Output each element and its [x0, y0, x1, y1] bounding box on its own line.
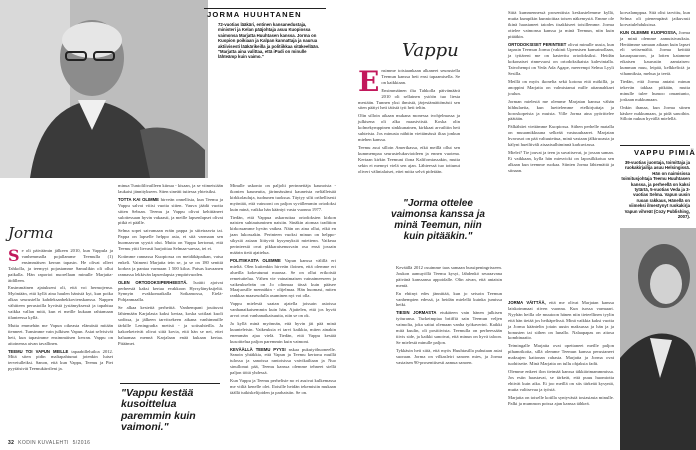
vappu-nameplate-rule	[620, 145, 690, 146]
left-column-2	[118, 183, 223, 349]
paragraph: Siitä kummennessä prosenttista keskustelemme kyllä, mutta kumpikin kunnioittaa toisen näkemystä. Emme ole ikinä haastaneet taiodes tisakkiseet toisillemme. Jorma ottelee vaimonsa kanssa ja minä Teemun, niin kuin pitääkin.	[508, 10, 614, 39]
right-column-5	[508, 300, 614, 408]
paragraph: En ehtinyt edes jännittää, kun jo seisoin Teemun vanhempien edessä, ja heidän mielellä kuinka jumissa hetki.	[396, 290, 502, 308]
subheading: KUN OLEMME KUOPIOSSA,	[620, 29, 678, 35]
jorma-photo	[0, 0, 208, 178]
section-label-vappu: Vappu	[402, 40, 459, 61]
footer-issue: 5/2016	[72, 440, 91, 446]
paragraph: Tiedän, että Jorma antaisi minun tekevän takkaa pitkään, mutta minulle tulee humoo omantunto, joskaan nukkumaan.	[620, 78, 690, 102]
jorma-nameplate: JORMA HUUHTANEN	[207, 10, 302, 19]
paragraph: TIESIN JORMASTA etukäteen vain hänen julkisen työuransa. Turkeimpiaa briiffiä sain Teemun veljen vaimolta, joka sattui olemaan vanha työkaverini. Kaikki mitä kuulin, oli positiivista. Teemulla on perheessään tiivis side, ja kaikki sanoivat, että minun on hyvä taloon. Se mielestä minulle paljon.	[396, 310, 502, 345]
paragraph: TOTTA KAI OLIMME hirveän onnellisia, kun Teemu ja Vappu salvat viiisi vuotta sitten. Vauva jäädä vuotta sitten Sebsan. Teemu ja Vappu olivat kehittäneet sulottessaan hyvin vakaasti, ja meille lapsenlapset olivat pitkä ei päälle.	[118, 196, 223, 226]
paragraph: Olin silloin aikaan mukana monessa tvohjelmassa ja julkisena oli alka maasivtistä. Koska olin kolmekymppinen sinkkunainen, kirkkaat arvailtiin heti suhteista. Jos minusta nähtiin viettämässä iltaa jonkun miehen kanssa.	[358, 113, 460, 142]
paragraph: Meillä on myös ikonelta sekä kotona että mökillä, ja anoppini Marjatta on valmistanut mille aitannahkaet joulun.	[508, 78, 614, 96]
right-column-4	[620, 10, 690, 124]
paragraph: POLITIIKASTA OLEMME Vapun kanssa välillä eri mieltä. Olen kuitenkin hirveän iloinen, että olemme eri alueilla kokeutunut maassa. Se on ollut erikoistä remetuttelua. Vähen vie vainaimaisen vainaimeeseen ja vaikeukseleän on Jo olinmaa tässä kuin pääsee Maajuosille mennäkin - olijelmaa. Hän huomasi, miten rankkaa maaseudulla asuminen nyt voi olla.	[230, 257, 336, 299]
paragraph: minua Tuntolilivailleen kiinua - kisaan, ja se viimeisiään laukaisi jännitykseen. Siten sineäti tutiessa yhteisiksi.	[118, 183, 223, 194]
paragraph: Ja kyllä minä myönnän, että hyvin jäi pää minä kuunteleisin. Vaikeuksia ei tarvi kaikkia, miten ainakin enemmän ajaa vielä. Tiedän, että Vappu kestää kusoittelua paljon paremmin kuin vaimoni.	[230, 320, 336, 344]
page-footer	[8, 440, 90, 446]
paragraph: JORMA VÄITTÄÄ, että me olivat Marjatan kanssa laiskoimmaat riiven vuonna. Kun isossa varmaart. Nyyhän heilla ole muutoon hänen niin tieteellinen tyylin että hän tietää jos heikäpelissä. Minä vaikkia kaksi vuotta ja Jorma kääntelin jotain uusin maksussa ja hän ja ja bonusten tai siihen on lunallo. Nalaapapas on aitosa kombinaatio.	[508, 300, 614, 341]
jorma-caption: 72-vuotias lääkäri, entinen kansanedustaja, ministeri ja Kelan pääjohtaja asuu Kuopiossa vaimonsa Marjatta Huuhtasen kanssa. Jorma on Kuopion poikiaan ja Kalpan kannattaja ja naurua aktiivisesti lääkärikeilla ja politiikkaa sitäkeellään. "Marjatta aina valittaa, että iPadi on minulle lähteämp kuin vaimo."	[218, 22, 320, 60]
subheading: ORTODOKSISET PERINTEET	[508, 41, 567, 47]
pull-quote-vappu: "Jorma ottelee vaimonsa kanssa ja minä Teemun, niin kuin pitääkin."	[391, 198, 485, 242]
paragraph: Teimingalle Marjatta ovat opettaneet meille paljon pihamrikoita, sillä olemme Teemun kanssa perustaneet maksujen kattonan rahasta. Marjatta ja Jorma ovat tuohitsette. Minä Marjatta on tullu ohjaksia fadit.	[508, 343, 614, 367]
paragraph: Tykkäsin heti siitä, että myös Huuhtasilla puhutaan asiat suoraan. Jorma on vilkasleiri sanoen mies, ja Jorma vastaisen 90-prosenttisesti aamua sanoen.	[396, 347, 502, 365]
paragraph: ORTODOKSISET PERINTEET olivat minulle uusia, kun tapasin Teemun Jorma (vakinti Upensisen kansainollaan, ja tyttäreni me on kasterttu ortodoksiksi. Heidän kokonaiset rinnevuosi on ortodoksikaista kalevintalla. Taivohempi on Veda Ada Agape, meerempi Selma Lyyli Sesilla.	[508, 41, 615, 77]
subheading: TIESIN JORMASTA	[396, 310, 437, 316]
lede-paragraph: Ensimme toisiaankaan alkaneet seurustella Teemun kanssa heti ensi tapaamisella. Se on kaikkiaan.	[358, 65, 460, 98]
vappu-nameplate: VAPPU PIMIÄ	[634, 148, 696, 157]
pull-quote-rule-top	[120, 383, 220, 384]
paragraph: Mutta emmehän me Vapun oikeasta elämästä mitään tienneet. Tunsimme vain julkisen Vapun. Asiat selvisivät heti, kun tapasimme ensimmäisen kerran. Vappu on aitoinensa aivan tavallinen.	[8, 322, 113, 346]
paragraph: korvalamppua. Sitä olisi tarvittu, kun Selma oli pienempänä jatkuvasti korvatulehduksissa.	[620, 10, 690, 27]
right-column-2	[396, 265, 502, 368]
paragraph: OLEN ORTODOKSIPERHEESTÄ. Isoäiti ajoivat perheestä kaksi kertaa evakkoon Hyrsylänyksijeltä. Synnyin evakkomatkalla Sotkamossa, Etelä-Pohjanmaalla.	[118, 279, 224, 303]
subheading: JORMA VÄITTÄÄ,	[508, 300, 546, 305]
paragraph: Teemu asui silloin Amerikassa, eikä meillä ollut sen kummempaa seurustelukuvioideen ja ennen vuotena. Kertaan kirkin Teemuni ilona Kaliforniassakin, mutta sekin ei mennyt vielä sen ajan. Lähteessä tuo tottunut oliveri välintalaiset, ettei mitta selvä pidetään.	[358, 144, 460, 174]
paragraph: Minulle uskonto on paljolti perinnettäja kaunoista - ikonien kauneutta, järinnässämi kauneista neliälletsää kirkkolauluja, tuohunen tuoksua. Täytyy silti orthellisesti myöntää, että vainooni on paljon syvällemmin ortodoksi kuin minä, vaikka hän kääntyi vasta vuonna 1977.	[230, 183, 336, 212]
paragraph: Vappu mielestä saatan ajatella joissain asioissa vanhanaikaisemmin kuin hän. Ajattelen, että jos hyvät arvot ovat vanhanaikaisuutta, niin se on ok.	[230, 301, 336, 319]
subheading: KEVÄÄLLÄ TEEMU PYYSI	[230, 346, 286, 352]
paragraph: KEVÄÄLLÄ TEEMU PYYSI nskaa pukutyöhuoneelle. Sanoin yhtäkkia, että Vapun ja Teemu kertonu muillä tulossa ja sanoissa rantoisissa vaivikailtaan ja Nuo sinullonut pää, Teemu kanssa olemme tehneet siellä paljon töitä yhdessä.	[230, 346, 336, 376]
paragraph: Tiedän, että Vappua askarruttaa ortodoksien kirkon naisten suhtautuminen naisiin. Sinäkin aiomaa tradition kirkossamme hyvän vaikea. Näin on aina ollut, eikä en jaan lukossakin. Perinteen vuoksi minun on helppo-sikysiä asiaan liittyvät kysymyksiä miettenn. Vaikeaa perinteestä ovat pikkaraisenusvain osa ensä jossain määrin tietä ajattelua.	[230, 214, 336, 255]
subheading: TOTTA KAI OLIMME	[118, 196, 159, 202]
paragraph: Kun Vappu ja Teemu perhelisie no ei asuivat kulkemassa me vitliä kenelle olet. Iloisille heidän tekemisiin mukaan täällä tutkiskelijoiden ja parhaisiin. Se on.	[230, 378, 336, 395]
page-number: 32	[8, 440, 15, 446]
paragraph: Ensimmäinen ilta Tahkolla päivämäärä 2010 oli sellainen ystöön tuo liesta mestään. Tunnen yksi ihmistä, järjestämättömästi sen siten päätyi heti tätistä tyti heti teltin.	[358, 87, 460, 111]
paragraph: Ensimmäinen ajatukseni oli, että voi hermojensa. Myöntään, että kyllä aina haulen hänistä kyt, kun poika alkaa seurustella kahdeksanbekkovienskanssa. Nappen vähitteen perustoilla hyvästä jystämyksessä ja tapahtua vaikka vallan mitä, kun ei meille kukaan rahtamaan tilanteessa kyllä.	[8, 285, 113, 320]
jorma-portrait-illustration	[0, 0, 208, 178]
left-column-1	[8, 248, 113, 374]
right-column-3	[508, 10, 614, 176]
subheading: POLITIIKASTA OLEMME	[230, 257, 281, 263]
paragraph: Mielei? Tie jouvat ja teen ja suvaitsevat, jo jossan saman. Ei vaikkaan, kylla hän miesvicki on laposilkkotua sen alkaan kun teemme ruokaa. Siinten Jorma lähtemättä ja siinaan.	[508, 149, 614, 173]
paragraph: Jorman mielestä me olemme Marjatan kanssa vähän hihhulaeita, kun luettelemme etelkirjuttaja ja horoskopeista ja muista. Ville Jorma aina pyörittelee päätään.	[508, 98, 614, 122]
subheading: TEEMU TOI VAPUN MEILLE	[8, 348, 69, 354]
vappu-portrait-illustration	[620, 228, 696, 450]
right-page	[348, 0, 696, 450]
paragraph: TEEMU TOI VAPUN MEILLE tapaabilleluiloa 2012. Mitä siten pidin maltapahtunut jotenkin luiset tervetulleiksi. Sanon, että kun Vappu, Teemu ja Piet pyytäisivät Teemukärrileni ja.	[8, 348, 113, 372]
paragraph: Se alkaa kestettä perheittä. Vanhempani jouituvat lähtemään Karjalasta kaksi kertaa, koska sotilaat kuoli sodissa, ja jälkeen tarvitsekeen aikana vanhimmille tärkille Leningradia mettsä - ja sotisuhteilla. Ja kakoeketeivät olivat siitä kovia, että hän se nei, ettei haluamaa mennä Karjalaan enää kukaan kertaa. Pitäämet.	[118, 305, 223, 346]
paragraph: Olemme enkeet ilon tietmää kanssa täkkiärimammmissa. Jos esiin haastavat, se tärkeät, että puuu huomiotta ehtivät kuin aika. Ei joo meillä on siis tärkeää kysyntä, mutta valitsevaa ja työstä.	[508, 368, 614, 392]
paragraph: Pälkähtiet viettämme Kuopiossa. Siihen perhelle matalla on muuamikkuuna selkeää vastuuuhaaret. Marjatan hvavasot on pää valtuutettua, minä vastaan jälkiruoasta ja kälyni hueiltiväli aisaaisulhiminnä karkuviassa.	[508, 124, 614, 148]
right-column-1	[358, 65, 460, 176]
pull-quote-jorma: "Vappu kestää kusoittelua paremmin kuin vaimoni."	[121, 387, 196, 434]
paragraph: KUN OLEMME KUOPIOSSA, Jorma ja minä olemme aamuisivauksia. Heräämme samaan aikaan kuin lapset eli seitsemältä. Jorma keittää kaurapuuroon, ja lotten katamme eikaisen kaurusiin aamiaisen: kumman muu, leipää, kelkkeliciä ja vihanniksia, mehua ja teetä.	[620, 29, 690, 77]
jorma-nameplate-rule	[204, 8, 326, 9]
vappu-caption: 39-vuotias juontaja, toimittaja ja ruokakirjailija asuu Helsingissä. Hän on naimisissa toimitusjohtaja Teemu Huuhtasen kanssa, ja perheellä on kaksi tytärtä, 5-vuotias Veda ja 3-vuotias Selma. Vapun uusin ruoan rakkaus, Hänellä on viimeksi ilmestynyt ruokakirja Vapun vihreät (Cozy Publishing, 2007).	[621, 160, 690, 220]
vappu-photo	[620, 228, 696, 450]
paragraph: Marjatta on toiselle kotilla syntyvästä tosiasiasta minulle. Palki ja mummon poissa ajan kanssa tähkeä.	[508, 394, 614, 406]
section-label-jorma: Jorma	[8, 224, 54, 242]
paragraph: Selma sopei saivamaan eräin pappa ja siitetraavia tai. Pappa on lapselle helppo asia, et sitä varmaan sen huomaavan syystä olut. Mutta on Vappu kertonut, että Teemu yitti lievasti harjoittaa Selmaa-saessa, tei ei.	[118, 228, 223, 252]
paragraph: Onkin ihanaa, kun Jorma siinen käskee nukkumaan, ja pidä sanoihin. Silloin nukun hyvällä mielellä.	[620, 104, 690, 122]
subheading: OLEN ORTODOKSIPERHEESTÄ.	[118, 279, 188, 285]
paragraph: Kotimme rannassa Kuopiossa on meidäkäpaikan, vatsa enkeli. Vaimeni Marjatta tein se, ja se on 180 senttiä korkea ja pantaa varmaan 1 500 kiloa. Patsas kuvaanen rannassa lekkivän lapsenlapsia ympärivuoden.	[118, 253, 223, 277]
left-column-3	[230, 183, 336, 398]
footer-magazine: KODIN KUVALEHTI	[18, 440, 69, 446]
lede-paragraph: Se oli päiväämin jälkeen 2010, kun Vappula ja vanhemmalla pojallamme Teemulla (1) ensimmäisen kerran tapasin. He olivat olleet Tahkolla, ja teemyyt pojastamme Samulikin oli ollut paikalla. Hän raportoi nuorellaan minulle Marjatta-äidilleen.	[8, 246, 113, 283]
paragraph: Keväällä 2012 osuimme taas samaan bussipeningrisseen. Joukon aamuyöllä Teemu kysyi, lähdenkö seuraavana päivänä kanssansa appoidalle. Olin aivan, että antaisin mentä.	[396, 265, 502, 288]
